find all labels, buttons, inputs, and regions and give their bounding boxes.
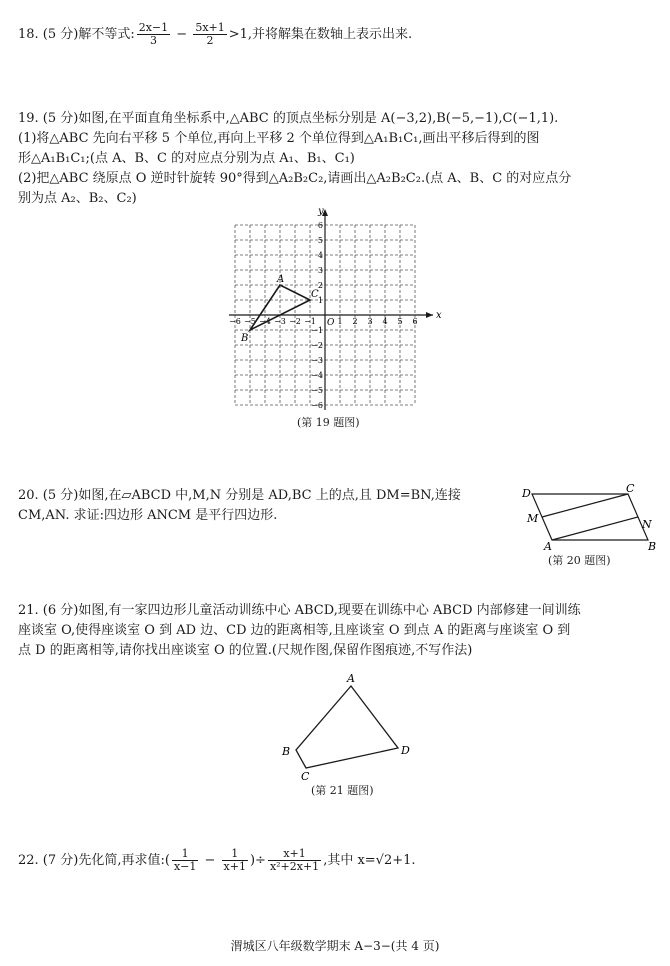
question-20 — [18, 486, 461, 526]
x-tick: 6 — [412, 317, 418, 326]
point-m-label: M — [527, 512, 539, 525]
q19-line-3: 形△A₁B₁C₁;(点 A、B、C 的对应点分别为点 A₁、B₁、C₁) — [18, 151, 355, 166]
q22-fraction-3 — [268, 848, 321, 873]
segment-cm — [542, 494, 628, 517]
point-c-label: C — [301, 770, 310, 783]
q18-tail: >1,并将解集在数轴上表示出来. — [228, 27, 413, 42]
q18-f1-numerator: 2x−1 — [138, 21, 169, 34]
y-tick: 3 — [317, 266, 323, 275]
q19-line-4: (2)把△ABC 绕原点 O 逆时针旋转 90°得到△A₂B₂C₂,请画出△A₂B₂C₂.(点 A、B、C 的对应点分 — [18, 171, 572, 186]
parallelogram-abcd — [532, 494, 648, 540]
point-b-label: B — [282, 745, 291, 758]
q19-caption: (第 19 题图) — [297, 416, 360, 429]
x-tick: −3 — [274, 317, 286, 326]
question-18 — [18, 22, 412, 47]
y-axis-label: y — [318, 206, 324, 217]
question-22 — [18, 848, 416, 873]
x-axis-label: x — [436, 310, 442, 321]
x-tick: 1 — [337, 317, 343, 326]
q21-caption: (第 21 题图) — [311, 784, 374, 797]
y-tick: 6 — [317, 221, 323, 230]
segment-an — [552, 517, 638, 540]
y-tick: −3 — [311, 356, 323, 365]
q22-f3-denominator: x²+2x+1 — [269, 860, 320, 873]
point-b-label: B — [241, 333, 249, 344]
q19-line-2: (1)将△ABC 先向右平移 5 个单位,再向上平移 2 个单位得到△A₁B₁C₁,画出平移后得到的图 — [18, 131, 540, 146]
x-tick: 2 — [352, 317, 358, 326]
point-d-label: D — [401, 744, 410, 757]
q22-f3-numerator: x+1 — [268, 848, 321, 861]
axes — [229, 211, 433, 410]
point-a-label: A — [544, 540, 552, 553]
x-tick: −6 — [229, 317, 241, 326]
x-tick: −4 — [259, 317, 271, 326]
q20-line-1: 20. (5 分)如图,在▱ABCD 中,M,N 分别是 AD,BC 上的点,且 DM=BN,连接 — [18, 488, 461, 503]
x-axis-arrow-icon — [426, 312, 433, 318]
y-tick: −1 — [311, 326, 323, 335]
x-tick: 5 — [397, 317, 403, 326]
q22-fraction-2 — [222, 848, 248, 873]
x-tick: 4 — [382, 317, 388, 326]
y-tick: 2 — [317, 281, 323, 290]
q22-fraction-1 — [172, 848, 198, 873]
q22-f1-numerator: 1 — [172, 848, 198, 861]
y-tick: −5 — [311, 386, 323, 395]
q21-quadrilateral-figure — [276, 672, 422, 784]
q22-divide: )÷ — [249, 853, 266, 868]
q18-f1-denominator: 3 — [149, 34, 157, 47]
question-19 — [18, 109, 571, 209]
q22-f1-denominator: x−1 — [173, 860, 197, 873]
point-n-label: N — [642, 518, 652, 531]
q18-f2-denominator: 2 — [206, 34, 214, 47]
q19-coordinate-grid — [225, 205, 450, 415]
point-a-label: A — [277, 274, 285, 285]
y-tick: 1 — [317, 296, 323, 305]
quadrilateral-abcd — [296, 686, 398, 768]
q18-f2-numerator: 5x+1 — [195, 21, 225, 34]
q18-fraction-2 — [193, 22, 226, 47]
question-21 — [18, 601, 581, 661]
y-tick: 4 — [317, 251, 323, 260]
page-footer: 渭城区八年级数学期末 A−3−(共 4 页) — [230, 939, 440, 953]
q20-caption: (第 20 题图) — [548, 554, 611, 567]
y-tick: −2 — [311, 341, 323, 350]
point-c-label: C — [311, 289, 319, 300]
q18-fraction-1 — [137, 22, 170, 47]
q22-f2-denominator: x+1 — [223, 860, 246, 873]
q22-head: 22. (7 分)先化简,再求值:( — [18, 853, 170, 868]
point-d-label: D — [522, 487, 531, 500]
q18-minus: − — [172, 27, 192, 42]
q21-line-2: 座谈室 O,使得座谈室 O 到 AD 边、CD 边的距离相等,且座谈室 O 到点 A 的距离与座谈室 O 到 — [18, 623, 571, 638]
q19-line-1: 19. (5 分)如图,在平面直角坐标系中,△ABC 的顶点坐标分别是 A(−3,2),B(−5,−1),C(−1,1). — [18, 111, 559, 126]
x-tick: −1 — [304, 317, 316, 326]
x-tick: −5 — [244, 317, 256, 326]
x-tick: −2 — [289, 317, 301, 326]
q18-head: 18. (5 分)解不等式: — [18, 27, 135, 42]
q22-minus: − — [200, 853, 220, 868]
q20-parallelogram-figure — [520, 484, 662, 554]
y-tick: 5 — [317, 236, 323, 245]
point-c-label: C — [626, 484, 635, 495]
point-b-label: B — [648, 540, 657, 553]
y-tick: −4 — [311, 371, 323, 380]
y-tick: −6 — [311, 401, 323, 410]
point-a-label: A — [347, 672, 355, 685]
q21-line-3: 点 D 的距离相等,请你找出座谈室 O 的位置.(尺规作图,保留作图痕迹,不写作法) — [18, 643, 473, 658]
q20-line-2: CM,AN. 求证:四边形 ANCM 是平行四边形. — [18, 508, 278, 523]
x-tick: 3 — [367, 317, 373, 326]
q22-f2-numerator: 1 — [222, 848, 248, 861]
origin-label: O — [327, 318, 335, 328]
q21-line-1: 21. (6 分)如图,有一家四边形儿童活动训练中心 ABCD,现要在训练中心 ABCD 内部修建一间训练 — [18, 603, 581, 618]
q19-line-5: 别为点 A₂、B₂、C₂) — [18, 191, 137, 206]
q22-tail: ,其中 x=√2+1. — [323, 853, 416, 868]
